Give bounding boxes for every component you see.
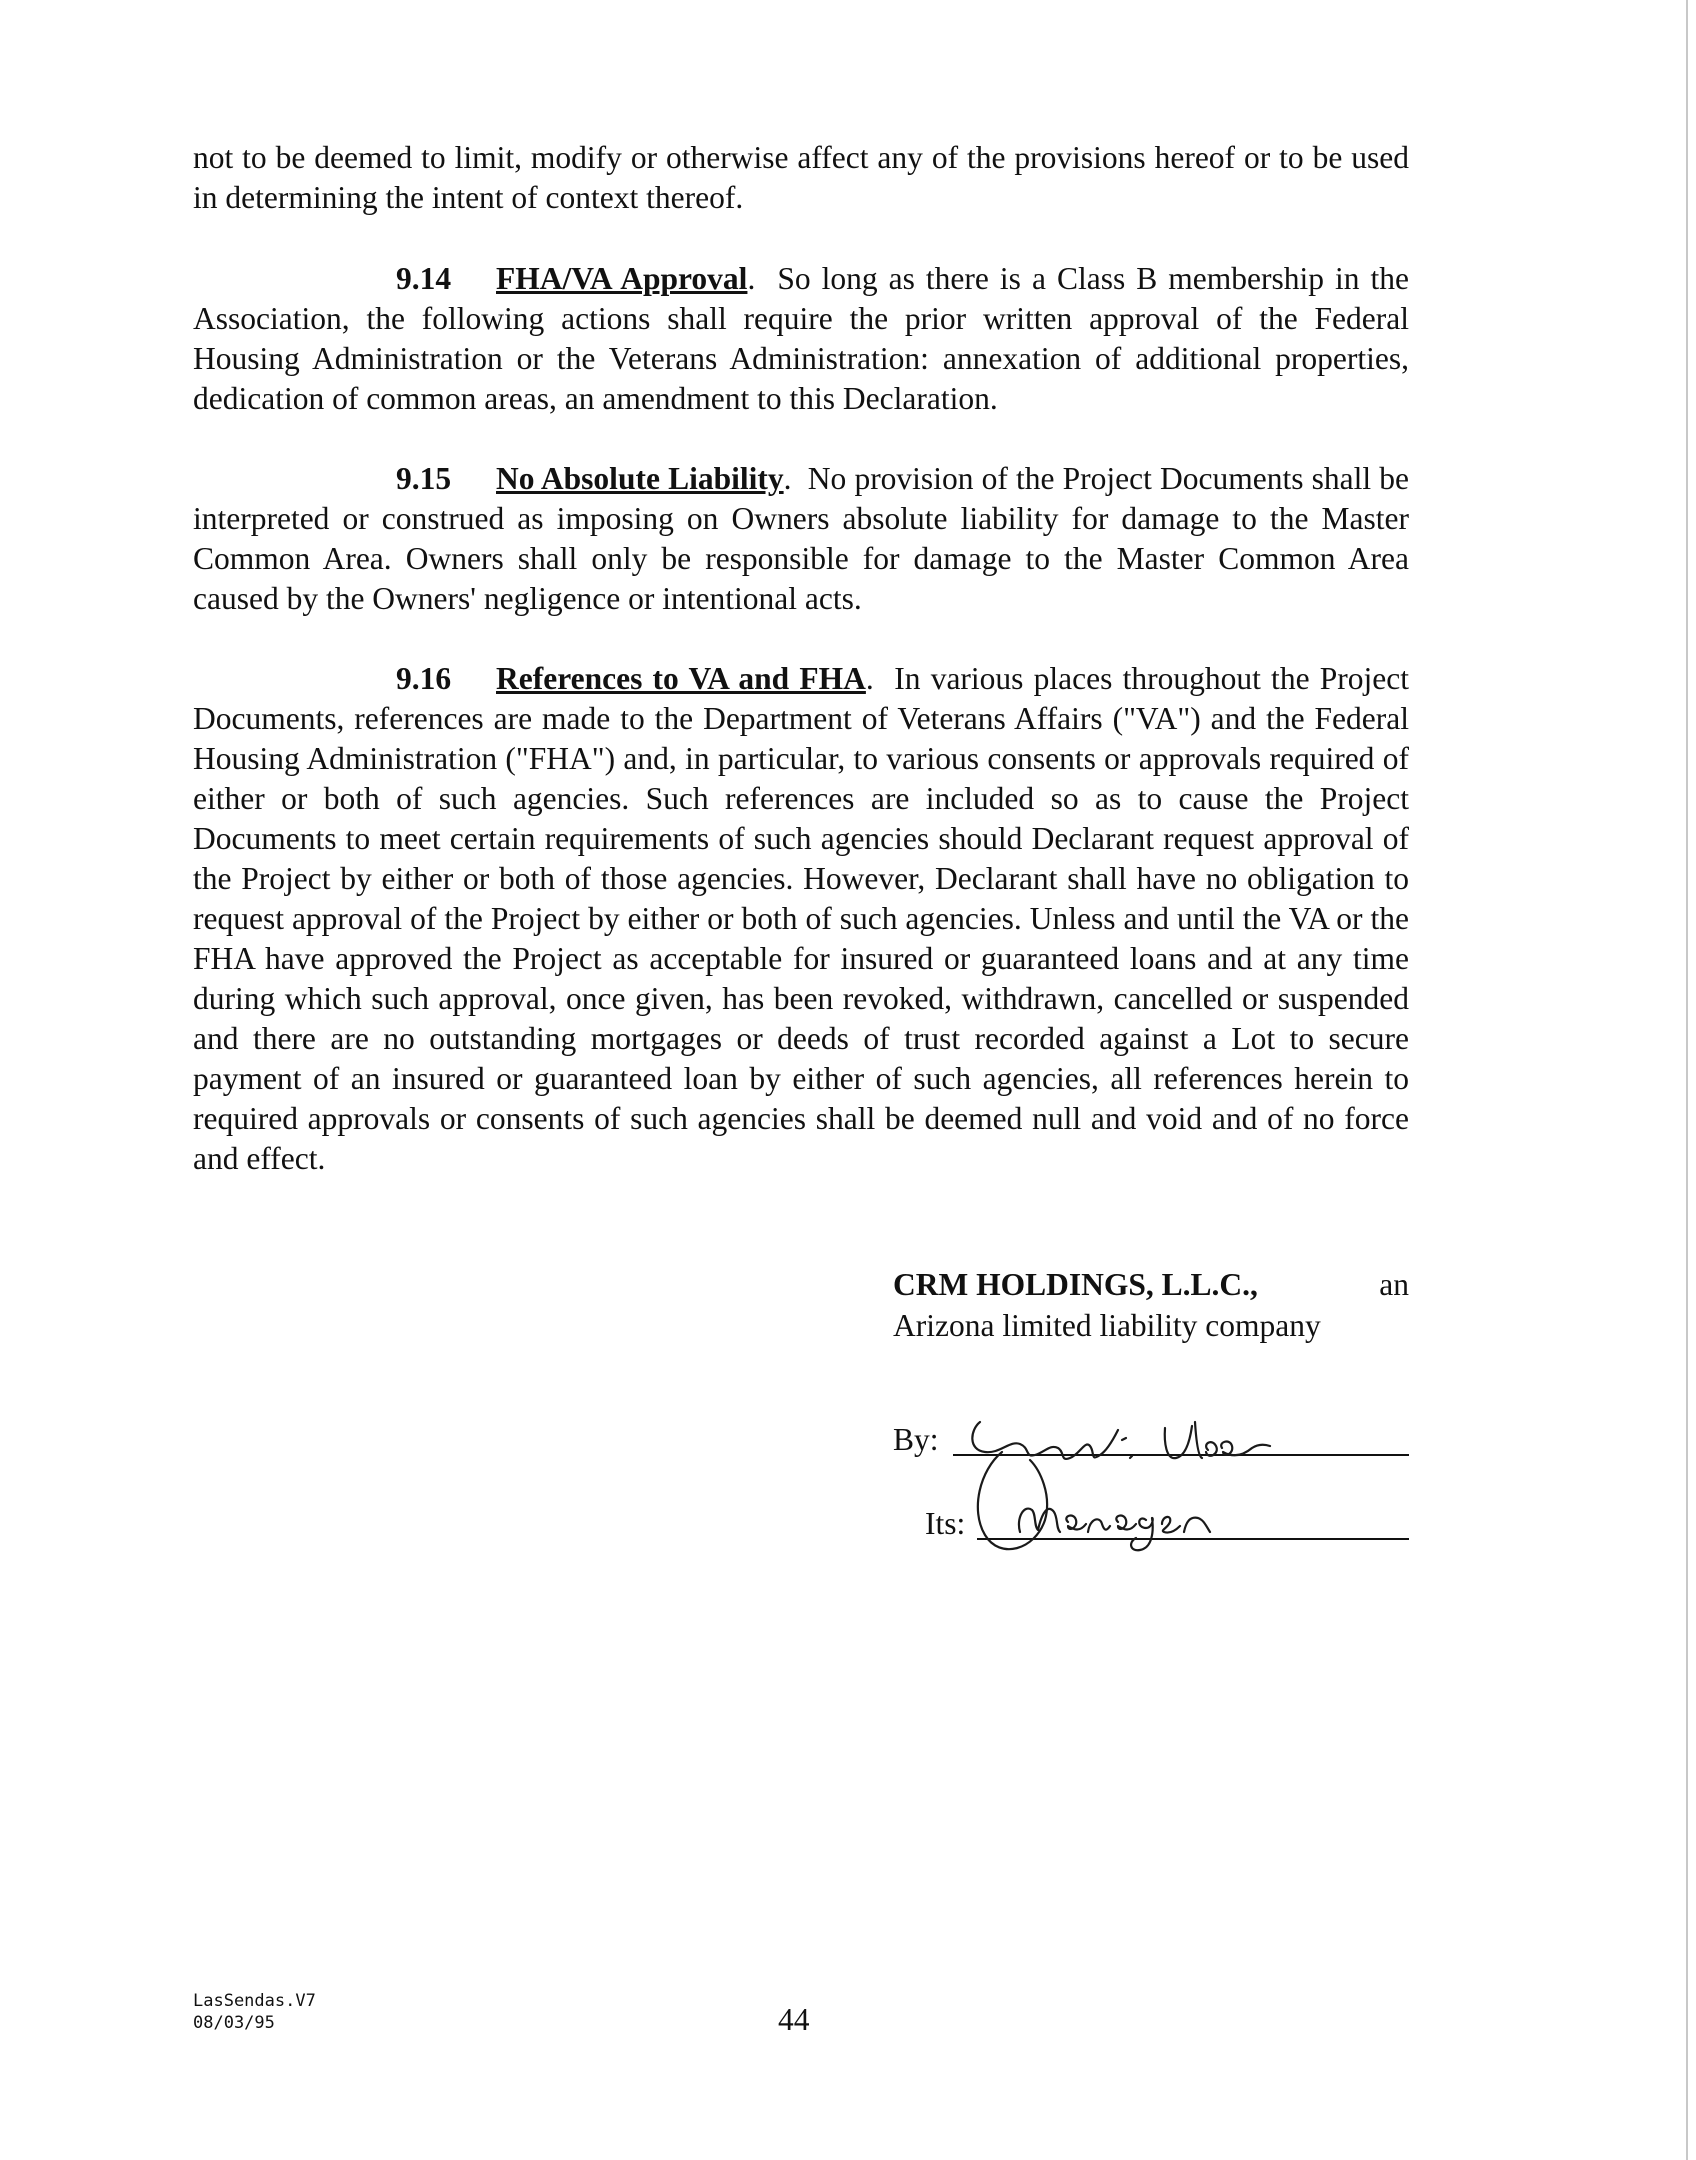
section-number: 9.15 xyxy=(396,461,452,496)
section-9-15: 9.15 No Absolute Liability. No provision of the Project Documents shall be interpreted or construed as imposing on Owners absolute liability for damage to the Master Common Area. Owners shall only be responsible for damage to the Master Common Area caused by the Owners' negligence or intentional acts. xyxy=(193,461,1409,616)
section-heading: References to VA and FHA xyxy=(496,661,866,696)
section-text: No provision of the Project Documents shall be interpreted or construed as imposing on Owners absolute liability for damage to the Master Common Area. Owners shall only be responsible for damage to the Master Common Area caused by the Owners' negligence or intentional acts. xyxy=(193,461,1409,616)
by-label: By: xyxy=(893,1422,939,1457)
section-text: So long as there is a Class B membership in the Association, the following actions shall require the prior written approval of the Federal Housing Administration or the Veterans Administration: annexation of additional properties, dedication of common areas, an amendment to this Declaration. xyxy=(193,261,1410,416)
section-heading: No Absolute Liability xyxy=(496,461,784,496)
company-name: CRM HOLDINGS, L.L.C., xyxy=(893,1267,1258,1302)
footer-date: 08/03/95 xyxy=(193,2013,275,2033)
section-9-14: 9.14 FHA/VA Approval. So long as there is a Class B membership in the Association, the following actions shall require the prior written approval of the Federal Housing Administration or the Veterans Administration: annexation of additional properties, dedication of common areas, an amendment to this Declaration. xyxy=(193,261,1410,416)
section-number: 9.16 xyxy=(396,661,452,696)
page-number: 44 xyxy=(778,2002,810,2037)
section-text: In various places throughout the Project Documents, references are made to the Department of Veterans Affairs ("VA") and the Federal Housing Administration ("FHA") and, in particular, to various consents or approvals required of either or both of such agencies. Such references are included so as to cause the Project Documents to meet certain requirements of such agencies should Declarant request approval of the Project by either or both of those agencies. However, Declarant shall have no obligation to request approval of the Project by either or both of such agencies. Unless and until the VA or the FHA have approved the Project as acceptable for insured or guaranteed loans and at any time during which such approval, once given, has been revoked, withdrawn, cancelled or suspended and there are no outstanding mortgages or deeds of trust recorded against a Lot to secure payment of an insured or guaranteed loan by either of such agencies, all references herein to required approvals or consents of such agencies shall be deemed null and void and of no force and effect. xyxy=(193,661,1409,1176)
signatory-company-line xyxy=(893,1265,1409,1305)
document-footer-id xyxy=(193,1990,316,2034)
continuation-paragraph: not to be deemed to limit, modify or otherwise affect any of the provisions hereof or to be used in determining the intent of context thereof. xyxy=(193,140,1409,215)
company-description: Arizona limited liability company xyxy=(893,1308,1321,1343)
its-label: Its: xyxy=(925,1506,966,1541)
section-9-16: 9.16 References to VA and FHA. In various places throughout the Project Documents, references are made to the Department of Veterans Affairs ("VA") and the Federal Housing Administration ("FHA") and, in particular, to various consents or approvals required of either or both of such agencies. Such references are included so as to cause the Project Documents to meet certain requirements of such agencies should Declarant request approval of the Project by either or both of those agencies. However, Declarant shall have no obligation to request approval of the Project by either or both of such agencies. Unless and until the VA or the FHA have approved the Project as acceptable for insured or guaranteed loans and at any time during which such approval, once given, has been revoked, withdrawn, cancelled or suspended and there are no outstanding mortgages or deeds of trust recorded against a Lot to secure payment of an insured or guaranteed loan by either of such agencies, all references herein to required approvals or consents of such agencies shall be deemed null and void and of no force and effect. xyxy=(193,661,1409,1176)
section-heading: FHA/VA Approval xyxy=(496,261,748,296)
footer-file-name: LasSendas.V7 xyxy=(193,1991,316,2011)
handwritten-signature xyxy=(940,1400,1360,1570)
section-number: 9.14 xyxy=(396,261,452,296)
page-edge xyxy=(1686,0,1688,2160)
company-suffix: an xyxy=(1379,1267,1409,1302)
